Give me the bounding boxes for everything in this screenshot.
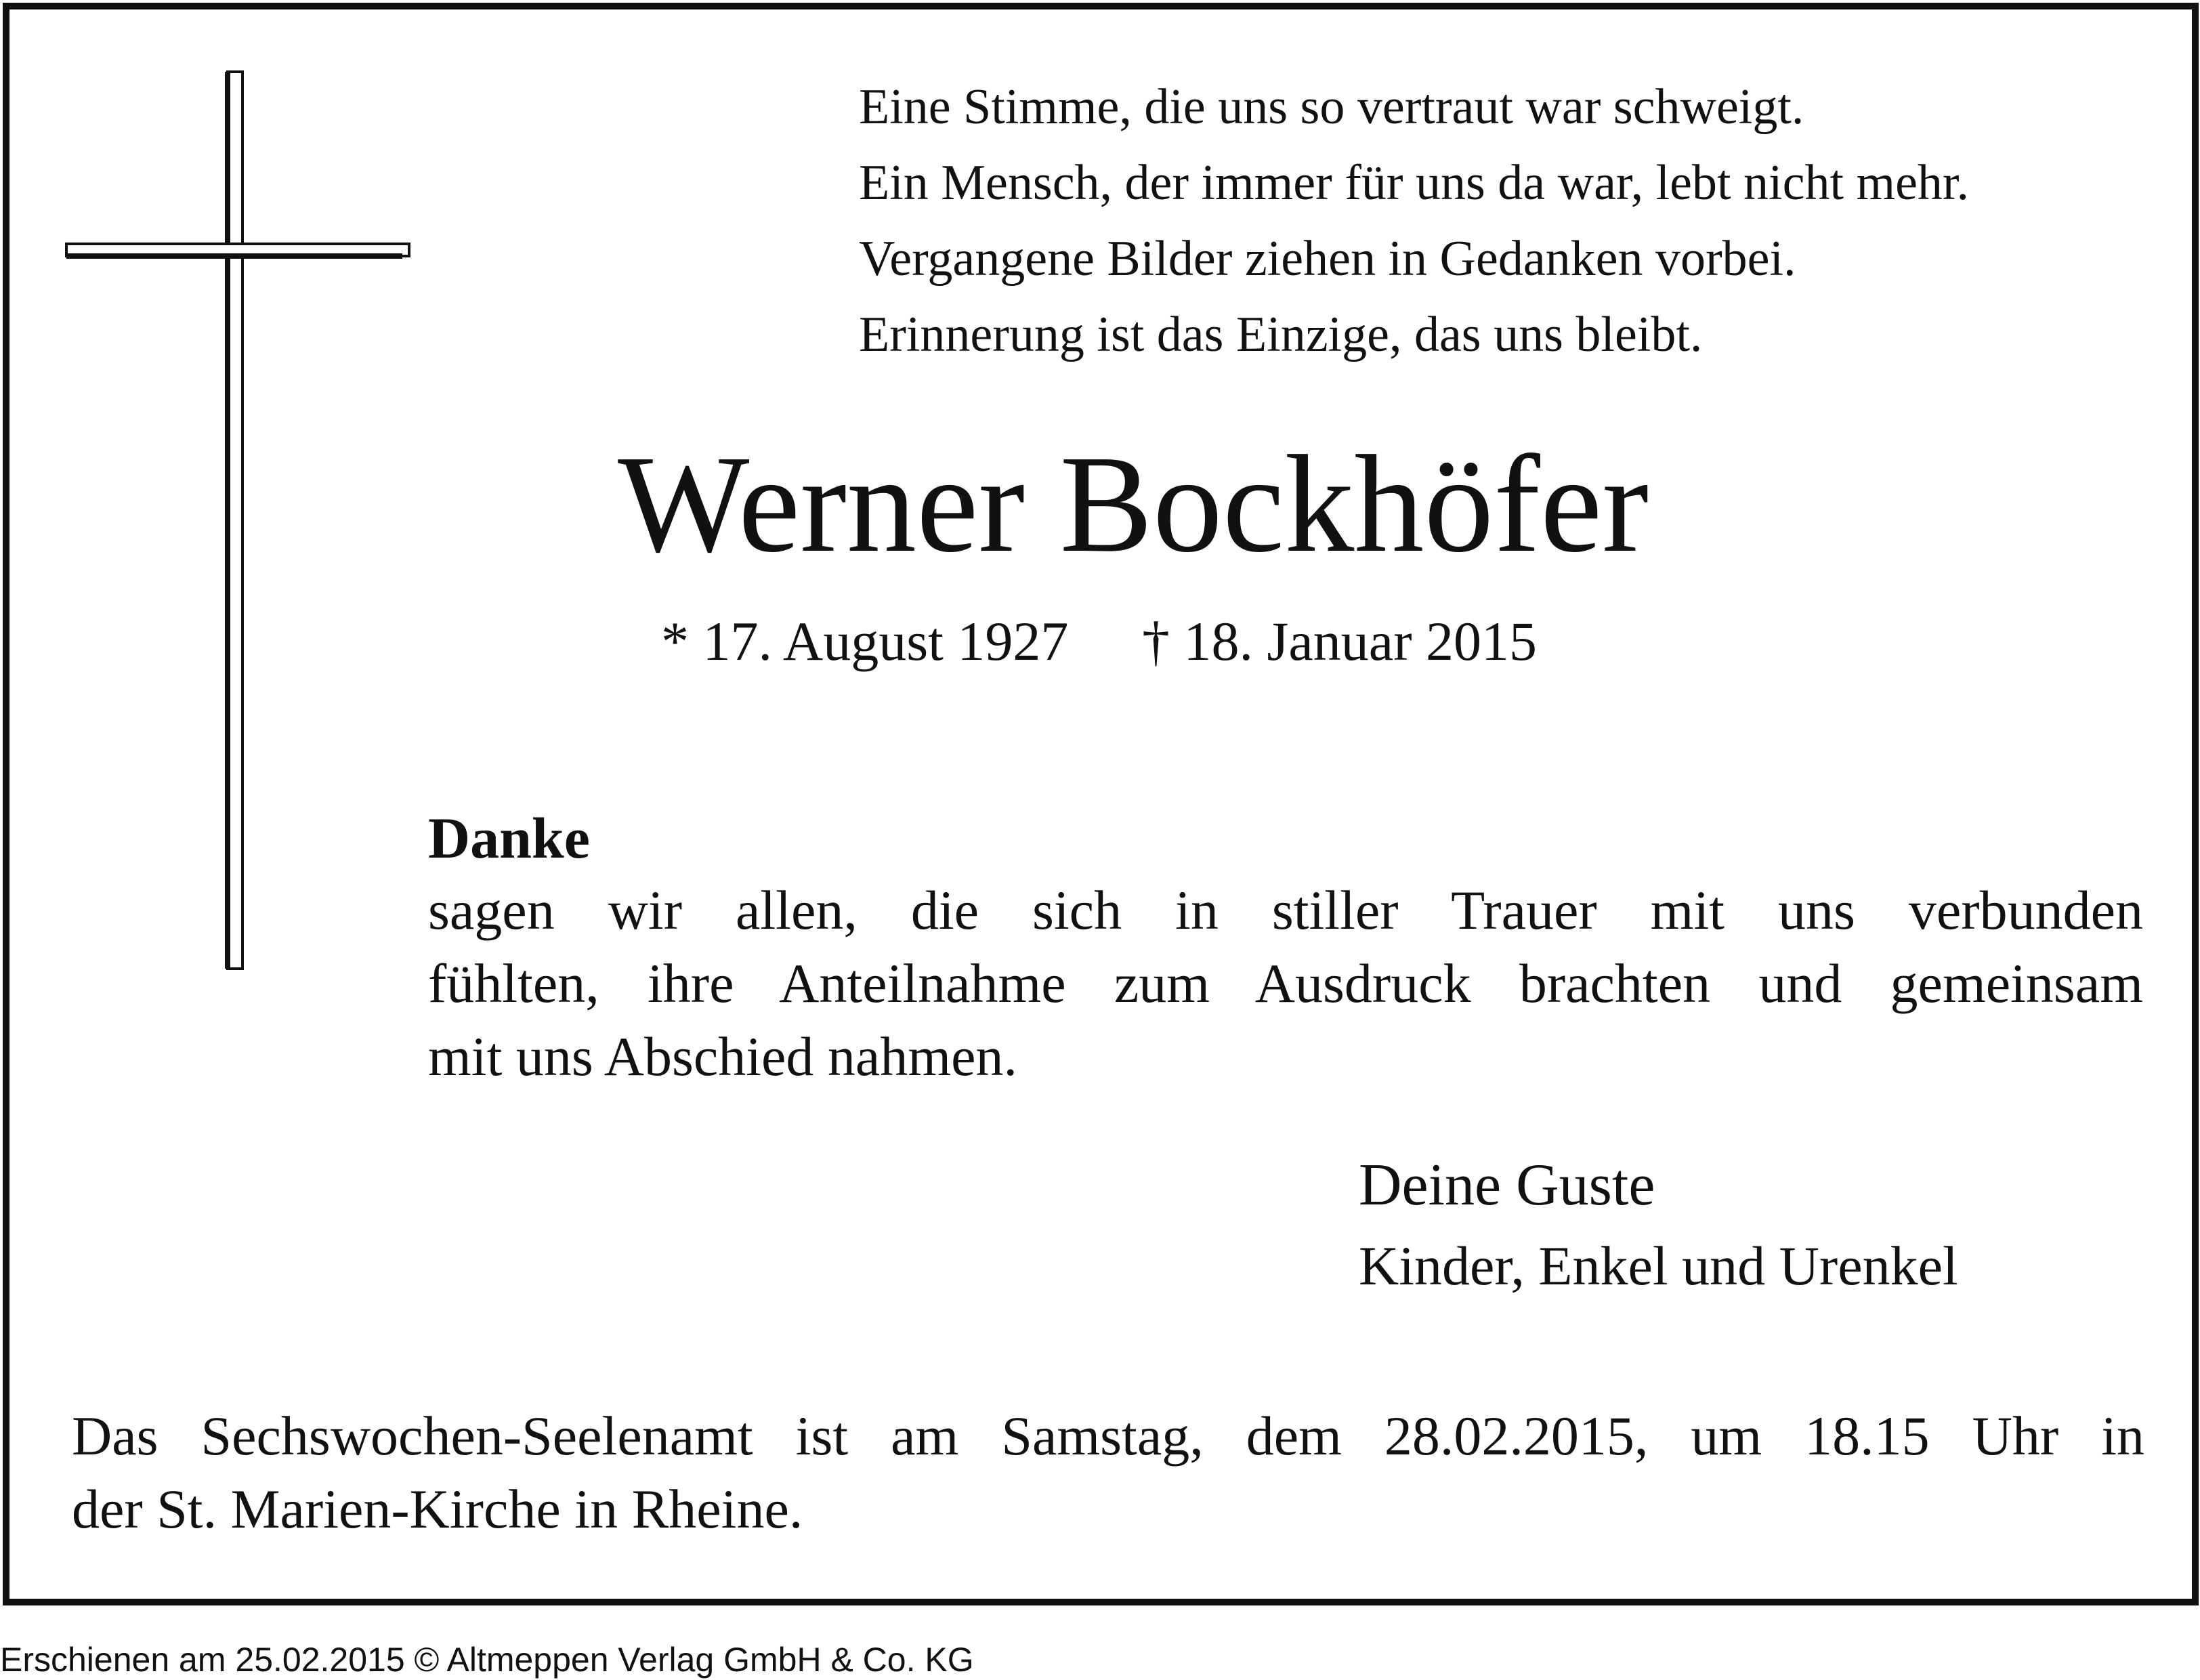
verse-line: Vergangene Bilder ziehen in Gedanken vorbei. — [859, 231, 1796, 287]
death-date: † 18. Januar 2015 — [1142, 610, 1538, 672]
cross-icon — [9, 9, 484, 1005]
thanks-text — [428, 874, 2143, 1093]
service-line: Das Sechswochen-Seelenamt ist am Samstag, dem 28.02.2015, um 18.15 Uhr in — [72, 1405, 2144, 1467]
service-line: der St. Marien-Kirche in Rheine. — [72, 1478, 803, 1540]
verse-block — [859, 69, 1969, 373]
obituary-frame — [3, 3, 2199, 1605]
verse-line: Ein Mensch, der immer für uns da war, lebt nicht mehr. — [859, 155, 1969, 211]
verse-line: Eine Stimme, die uns so vertraut war schweigt. — [859, 79, 1804, 135]
verse-line: Erinnerung ist das Einzige, das uns bleibt. — [859, 307, 1703, 362]
publication-footer: Erschienen am 25.02.2015 © Altmeppen Verlag GmbH & Co. KG — [0, 1641, 974, 1679]
birth-date: * 17. August 1927 — [661, 610, 1069, 672]
signature-primary: Deine Guste — [1359, 1152, 1655, 1218]
life-dates — [661, 604, 1538, 679]
thanks-line: mit uns Abschied nahmen. — [428, 1026, 1018, 1087]
thanks-line: fühlten, ihre Anteilnahme zum Ausdruck brachten und gemeinsam — [428, 952, 2143, 1014]
service-announcement — [72, 1400, 2144, 1546]
thanks-heading: Danke — [428, 805, 590, 870]
deceased-name: Werner Bockhöfer — [618, 426, 1649, 581]
signature-family: Kinder, Enkel und Urenkel — [1359, 1235, 1958, 1297]
thanks-line: sagen wir allen, die sich in stiller Trauer mit uns verbunden — [428, 879, 2143, 941]
